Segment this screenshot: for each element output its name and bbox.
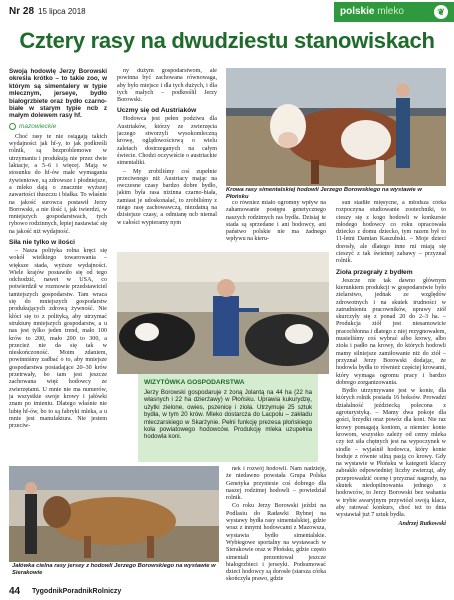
cow-show-photo xyxy=(226,68,446,186)
author-signature: Andrzej Rutkowski xyxy=(398,521,446,528)
body-paragraph: Bydło utrzymywane jest w konie, dla których rolnik posiada 16 boksów. Prowadzi działalność jeździecką polecona z agroturystyką. – Mamy dwa pokoje dla gości, brzydki oraz powóz dla koni. Nie raz krowy pomagają koniom, a niemiec konie krowom, wszystko zależy od cemy mleka czy też siła chętnych jest na wypoczynek w siodle – wyjaśnił hodowca, który konie hoduje z równie silną pasją co krowy. Gdy na wystawie w Płońsku w kategorii klaczy zabrakło odpowiedniej liczby zwierząt, aby przeprowadzić ocenę i przyznać nagrody, na skutek niedopilnowania jednego z hodowców, to Jerzy Borowski bez wahania w trybie awaryjnym przywiózł swoją klacz, aby ratować konkurs, choć też to dnia wystawiał już 7 sztuk bydła. xyxy=(336,388,446,519)
body-paragraph: – Nasza polityka rolna kręci się wokół wielkiego towarowania – większe stada, wyższe wydajności. Wiele krajów postawiło się od tego odchodzić, nawet w USA, co potwierdził w rozmowie przedstawiciel tamtejszych gospodarstw. Tam wraca się do mniejszych gospodarstw produkujących zdrową żywność. Nie kłóci się to z polityką, aby utrzymać strukturę mniejszych gospodarstw, a u nas jest tylko jeden trend, mało 100 krów to 200, mało 200 to 300, a przecież nie da się tak w nieskończoność. Moim zdaniem, powinniśmy zadbać o to, aby mniejsze gospodarstwa posiadające 20–30 krów przetrwały, bo tam jest jeszcze zachowana więź hodowcy ze zwierzętami. U mnie nie ma numerów, ja wszystkie swoje krowy i jałówki znam po imieniu. Dlatego właśnie nie lubię hf-ów, bo to są fabryki mleka, a u mnie jest manufaktura. Nie jestem przeciw- xyxy=(9,248,107,430)
column-4 xyxy=(336,200,446,582)
farmer-photo xyxy=(117,252,329,374)
photo-caption-1: Krowa rasy simentalskiej hodowli Jerzego Borowskiego na wystawie w Płońsku xyxy=(226,187,422,200)
publication-brand: TygodnikPoradnikRolniczy xyxy=(32,588,122,595)
section-name: polskie xyxy=(340,6,375,17)
page-number: 44 xyxy=(9,586,21,597)
article-headline: Cztery rasy na dwudziestu stanowiskach xyxy=(19,28,435,53)
farmer-cows-image xyxy=(117,252,329,374)
leaf-icon: ❦ xyxy=(434,5,448,19)
lead-paragraph: Swoją hodowlę Jerzy Borowski określa krótko – to takie zoo, w którym są simentalery w typie mlecznym, jerseye, bydło białogrzbiete oraz bydło czarno-białe w starym typie ncb z małym dolewem rasy hf. xyxy=(9,68,107,120)
issue-number: Nr 28 15 lipca 2018 xyxy=(9,6,86,17)
issue-date: 15 lipca 2018 xyxy=(38,7,86,16)
info-box-text: Jerzy Borowski gospodaruje z żoną Jolantą na 44 ha (22 ha własnych i 22 ha dzierżawy) w Płońsku. Uprawia kukurydzę, użytki zielone, owies, pszenicę i zioła. Utrzymuje 25 sztuk bydła, w tym 20 krów. Mleko dostarcza do Lacpolu – zakładu mleczarskiego w Skarżynie. Pełni funkcję prezesa płońskiego koła powiatowego hodowców. Produkcję mleka uzupełnia hodowla koni. xyxy=(144,389,312,441)
body-paragraph: Co roku Jerzy Borowski jeździ na Podlasiu do Radawki Rybnej na wystawy bydła rasy simentalskiej, gdzie wraz z innymi hodowcami z Mazowsza, wystawia bydło simentalskie. Wybiegowe sportalny na wystawach w Sierakowie oraz w Płońsku, gdzie często simentali prezentował jeszcze białogrzbieci i jerseyki. Podsumować dzieci hodowcy są dorosłe (starsza córka skończyła prawo, gdzie xyxy=(226,503,326,582)
body-paragraph: Jeszcze nie tak dawno głównym kierunkiem produkcji w gospodarstwie było zielarstwo, jednak ze względów zdrowotnych i na skutek trudności w zatrudnieniu pracowników, uprawy ziół skurczyły się z ponad 20 do 2–3 ha. – Produkcja ziół jest niesamowicie pracochłonna i dlatego z niej rezygnowałem, musieliśmy coś wybrać albo krowy, albo zioła i padło na krowy, do których hodowli mamy silniejsze zamiłowanie niż do ziół – przyznał Jerzy Borowski dodając, że hodowla bydła to również częściej krowami, który wymaga ogromu pracy i bardzo dobrego zorganizowania. xyxy=(336,277,446,386)
jersey-heifer-image xyxy=(9,466,219,562)
location-icon xyxy=(9,123,16,130)
column-3 xyxy=(226,200,326,246)
body-paragraph: sun stadiłe mięsycne, a młodsza córka rozpoczyna studiowanie zootechniki, to cieszy się z kogo hodowli w konkursie młodego hodowcy co roku opracowała dziecko z domu dziecko, tym razem był to 11-letni Damian Kaszubski. – Moje dzieci dorosły, ale dlatego inne mi miają się cieszyć z tak świetnej zabawy – przyznał rolnik. xyxy=(336,200,446,265)
body-paragraph: nek i rozwój hodowli. Nam nadzieję, że niedawno powstała Grupa Polska Genetyka przyniesie coś dobrego dla naszej rodzimej hodowli – powiedział rolnik. xyxy=(226,466,326,502)
subheading: Uczmy się od Austriaków xyxy=(117,107,197,115)
body-paragraph: – My zrobiliśmy coś zupełnie przeciwnego niż Austriacy mając na owczesne czasy bardzo dobre bydło, jakim była rasa nizinna czarno-biała, zamiast je udoskonalać, to zrobiliśmy z niego rasę zachowawczą, niezdatną na dzisiejsze czasy, a odmianę ncb niemal w całości wypieramy nym xyxy=(117,168,217,226)
column-2 xyxy=(117,68,217,246)
region-tag: mazowieckie xyxy=(9,123,107,130)
section-banner xyxy=(334,2,454,22)
jersey-heifer-photo xyxy=(9,466,219,562)
section-accent: mleko xyxy=(377,6,404,17)
body-paragraph: Hodowca jest pełen podziwu dla Austriaków, którzy ze zwierzęcia jaczego stworzyli wysokomleczną krowę, oglądowościową o wielu zaletach dostrzeganych na całym świecie. Chodzi oczywiście o austriackie simentaliki. xyxy=(117,116,217,167)
subheading: Siła nie tylko w ilości xyxy=(9,239,75,246)
info-box-title: WIZYTÓWKA GOSPODARSTWA xyxy=(144,379,245,386)
subheading: Zioła przegrały z bydłem xyxy=(336,268,413,276)
page-footer xyxy=(0,585,454,600)
body-paragraph: co równiez miało ogromny wpływ na zahamowanie postępu genetycznego naszych rodzimych ras bydła. Dzisiaj te stada są sprzedane i ani hodowcy, ani państwo polskie nie ma żadnego wpływu na kieru- xyxy=(226,200,326,243)
column-2-bottom xyxy=(226,466,326,582)
photo-caption-2: Jałówka cielna rasy jersey z hodowli Jerzego Borowskiego na wystawie w Sierakowie xyxy=(12,563,216,576)
body-paragraph: ny dużym gospodarstwom, ale powinna być zachowana równowaga, aby było miejsce i dla tych dużych, i dla tych małych – podkreślił Jerzy Borowski. xyxy=(117,68,217,104)
body-paragraph: Choć rasy te nie osiągają takich wydajności jak hf-y, to jak podkreśli rolnik, są bezproblemowe w utrzymaniu i produkują nie przez dwie laktacje, a 5–6 i więcej. Mają w stosunku do hf-ów małe wymagania żywieniowe, są zdrowsze i płodniejsze, a mleko dają o znacznie wyższej zawartości tłuszczu i białka. To właśnie na jakość surowca postawił Jerzy Borowski, a nie ilość i, jak twierdzi, w mniejszych gospodarstwach, tych rybowo rodzinnych, lepiej nastawiać się na jakość niż wydajność. xyxy=(9,133,107,235)
simmental-cow-image xyxy=(226,68,446,186)
farm-info-box xyxy=(138,374,318,462)
top-bar xyxy=(0,0,454,22)
